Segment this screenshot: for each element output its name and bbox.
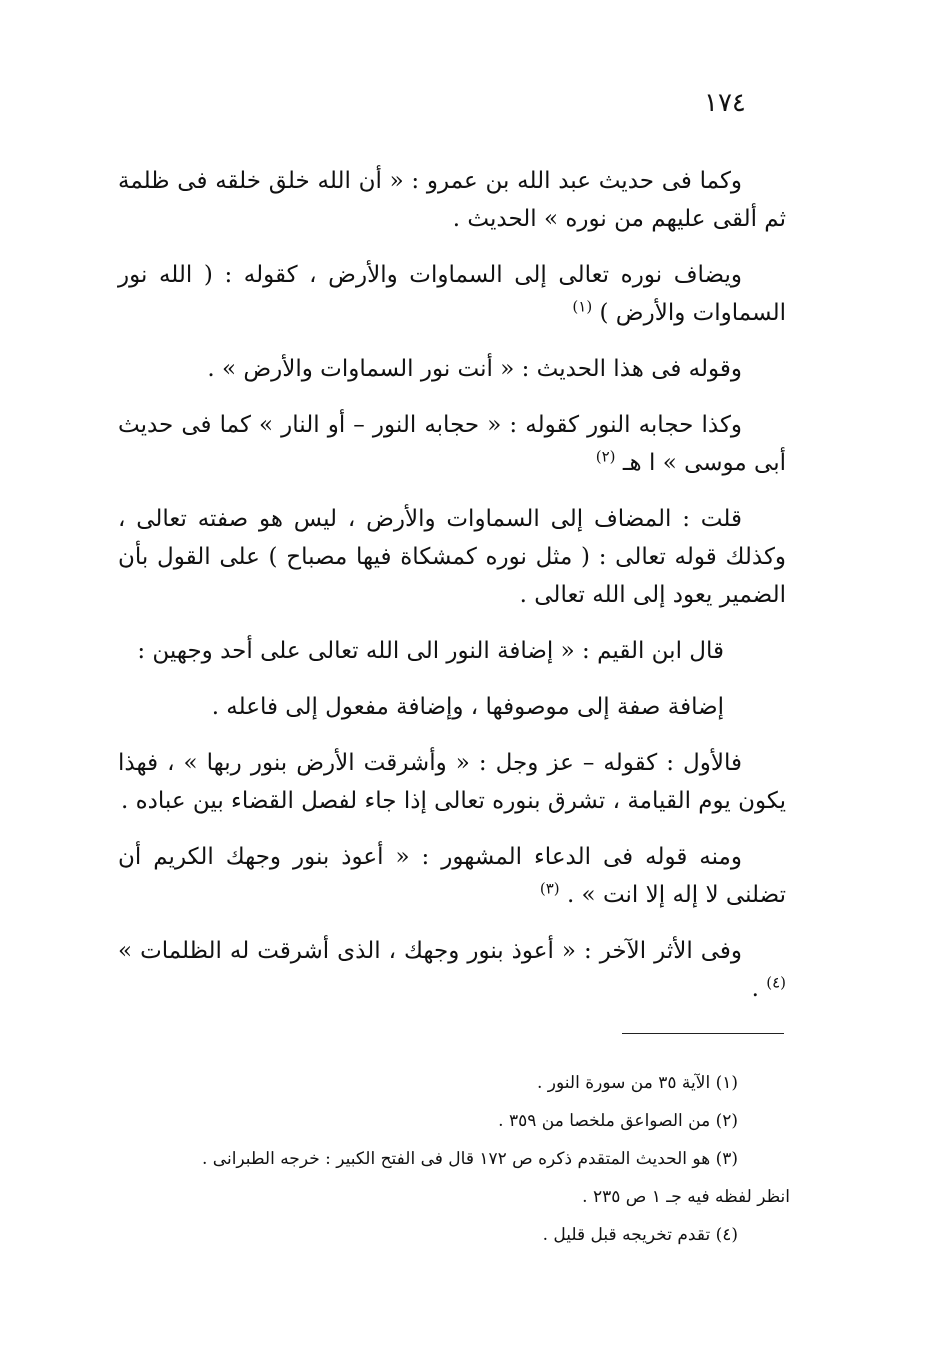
footnote-4: (٤) تقدم تخريجه قبل قليل .	[542, 1225, 738, 1245]
paragraph-ibn-qayyim	[118, 632, 740, 670]
paragraph-other-narration	[118, 932, 786, 1008]
paragraph-text: وقوله فى هذا الحديث : « أنت نور السماوات والأرض » .	[207, 356, 742, 382]
paragraph-text: فالأول : كقوله – عز وجل : « وأشرقت الأرض بنور ربها » ، فهذا يكون يوم القيامة ، تشرق بنوره تعالى إذا جاء لفصل القضاء بين عباده .	[118, 750, 786, 814]
paragraph-text: وكذا حجابه النور كقوله : « حجابه النور – أو النار » كما فى حديث أبى موسى » ا هـ	[118, 412, 786, 476]
paragraph-text: قلت : المضاف إلى السماوات والأرض ، ليس هو صفته تعالى ، وكذلك قوله تعالى : ( مثل نوره كمشكاة فيها مصباح ) على القول بأن الضمير يعود إلى الله تعالى .	[118, 506, 786, 608]
paragraph-light-heavens	[118, 256, 786, 332]
paragraph-commentary	[118, 500, 786, 614]
footnote-1: (١) الآية ٣٥ من سورة النور .	[537, 1073, 738, 1093]
footnote-2: (٢) من الصواعق ملخصا من ٣٥٩ .	[498, 1111, 738, 1131]
paragraph-veil	[118, 406, 786, 482]
footnote-3: (٣) هو الحديث المتقدم ذكره ص ١٧٢ قال فى الفتح الكبير : خرجه الطبرانى .	[202, 1149, 738, 1169]
paragraph-end-mark: .	[751, 976, 759, 1002]
page-number: ١٧٤	[704, 88, 746, 118]
footnote-ref-2: (٢)	[595, 447, 616, 466]
paragraph-hadith-quote	[118, 350, 786, 388]
paragraph-text: وكما فى حديث عبد الله بن عمرو : « أن الله خلق خلقه فى ظلمة ثم ألقى عليهم من نوره » الحديث .	[118, 168, 786, 232]
paragraph-first-meaning	[118, 744, 786, 820]
paragraph-text: إضافة صفة إلى موصوفها ، وإضافة مفعول إلى فاعله .	[211, 694, 724, 720]
footnote-ref-1: (١)	[572, 297, 593, 316]
paragraph-two-meanings	[118, 688, 740, 726]
paragraph-hadith-abdullah	[118, 162, 786, 238]
paragraph-text: ومنه قوله فى الدعاء المشهور : « أعوذ بنور وجهك الكريم أن تضلنى لا إله إلا انت » .	[118, 844, 786, 908]
main-text	[118, 162, 786, 1026]
paragraph-text: ويضاف نوره تعالى إلى السماوات والأرض ، كقوله : ( الله نور السماوات والأرض )	[118, 262, 786, 326]
footnotes	[112, 1064, 790, 1254]
footnote-ref-4: (٤)	[766, 973, 786, 992]
footnote-3-continued: انظر لفظه فيه جـ ١ ص ٢٣٥ .	[582, 1187, 790, 1207]
paragraph-text: وفى الأثر الآخر : « أعوذ بنور وجهك ، الذى أشرقت له الظلمات »	[118, 938, 742, 964]
footnote-separator	[622, 1033, 784, 1034]
paragraph-famous-dua	[118, 838, 786, 914]
paragraph-text: قال ابن القيم : « إضافة النور الى الله تعالى على أحد وجهين :	[137, 638, 724, 664]
footnote-ref-3: (٣)	[539, 879, 560, 898]
